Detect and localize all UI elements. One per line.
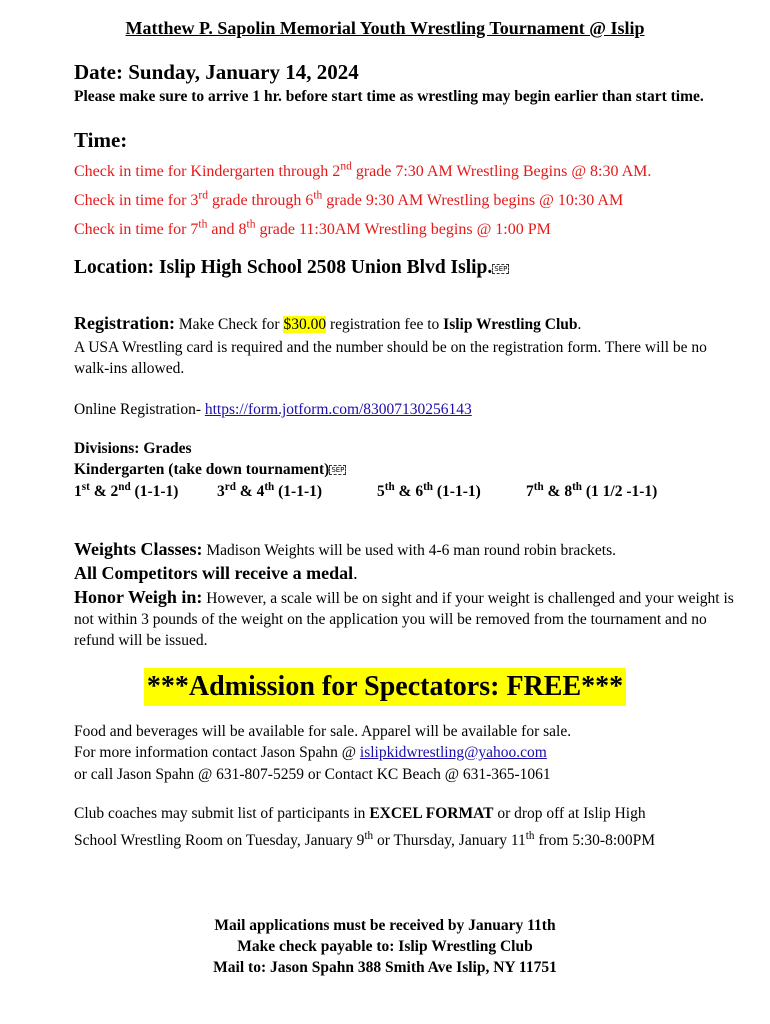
info-line: For more information contact Jason Spahn @ islipkidwrestling@yahoo.com [74,744,547,761]
division-7-8: 7th & 8th (1 1/2 -1-1) [526,480,658,500]
usa-card-note: A USA Wrestling card is required and the number should be on the registration form. There will be no walk-ins allowed. [74,339,707,377]
sep-glyph-icon: SEP [331,466,345,474]
footer-deadline: Mail applications must be received by January 11th [214,917,556,934]
checkin-line-7-8: Check in time for 7th and 8th grade 11:30AM Wrestling begins @ 1:00 PM [74,218,551,238]
admission-text: ***Admission for Spectators: FREE*** [144,668,626,706]
location-line: Location: Islip High School 2508 Union Blvd Islip. SEP [74,257,508,278]
division-5-6: 5th & 6th (1-1-1) [377,480,481,500]
division-3-4: 3rd & 4th (1-1-1) [217,480,323,500]
online-registration: Online Registration- https://form.jotform.com/83007130256143 [74,401,472,418]
honor-weigh-in: Honor Weigh in: However, a scale will be on sight and if your weight is challenged and your weight is not within 3 pounds of the weight on the application you will be removed from the tournament and no refund will be issued. [74,587,734,649]
coaches-line-1: Club coaches may submit list of participants in EXCEL FORMAT or drop off at Islip High [74,805,646,822]
food-line: Food and beverages will be available for sale. Apparel will be available for sale. [74,723,572,740]
medal-line: All Competitors will receive a medal. [74,563,358,583]
checkin-line-3-6: Check in time for 3rd grade through 6th grade 9:30 AM Wrestling begins @ 10:30 AM [74,189,624,209]
checkin-line-k2: Check in time for Kindergarten through 2nd grade 7:30 AM Wrestling Begins @ 8:30 AM. [74,160,652,180]
sep-glyph-icon: SEP [494,265,508,273]
arrival-note: Please make sure to arrive 1 hr. before start time as wrestling may begin earlier than start time. [74,88,704,105]
footer-payable: Make check payable to: Islip Wrestling Club [237,938,533,955]
division-1-2: 1st & 2nd (1-1-1) [74,480,179,500]
divisions-heading: Divisions: Grades [74,440,192,457]
footer-mail-to: Mail to: Jason Spahn 388 Smith Ave Islip, NY 11751 [213,959,557,976]
page-title: Matthew P. Sapolin Memorial Youth Wrestling Tournament @ Islip [125,18,645,38]
admission-banner [0,668,770,706]
call-line: or call Jason Spahn @ 631-807-5259 or Contact KC Beach @ 631-365-1061 [74,766,551,783]
registration-line: Registration: Make Check for $30.00 registration fee to Islip Wrestling Club. [74,313,582,333]
date-heading: Date: Sunday, January 14, 2024 [74,60,359,84]
contact-email-link[interactable]: islipkidwrestling@yahoo.com [359,744,547,761]
weights-line: Weights Classes: Madison Weights will be used with 4-6 man round robin brackets. [74,539,616,559]
time-heading: Time: [74,128,128,152]
fee-highlight: $30.00 [283,316,327,333]
coaches-line-2: School Wrestling Room on Tuesday, January 9th or Thursday, January 11th from 5:30-8:00PM [74,829,656,849]
kindergarten-division: Kindergarten (take down tournament) SEP [74,461,345,478]
registration-link[interactable]: https://form.jotform.com/83007130256143 [204,401,472,418]
